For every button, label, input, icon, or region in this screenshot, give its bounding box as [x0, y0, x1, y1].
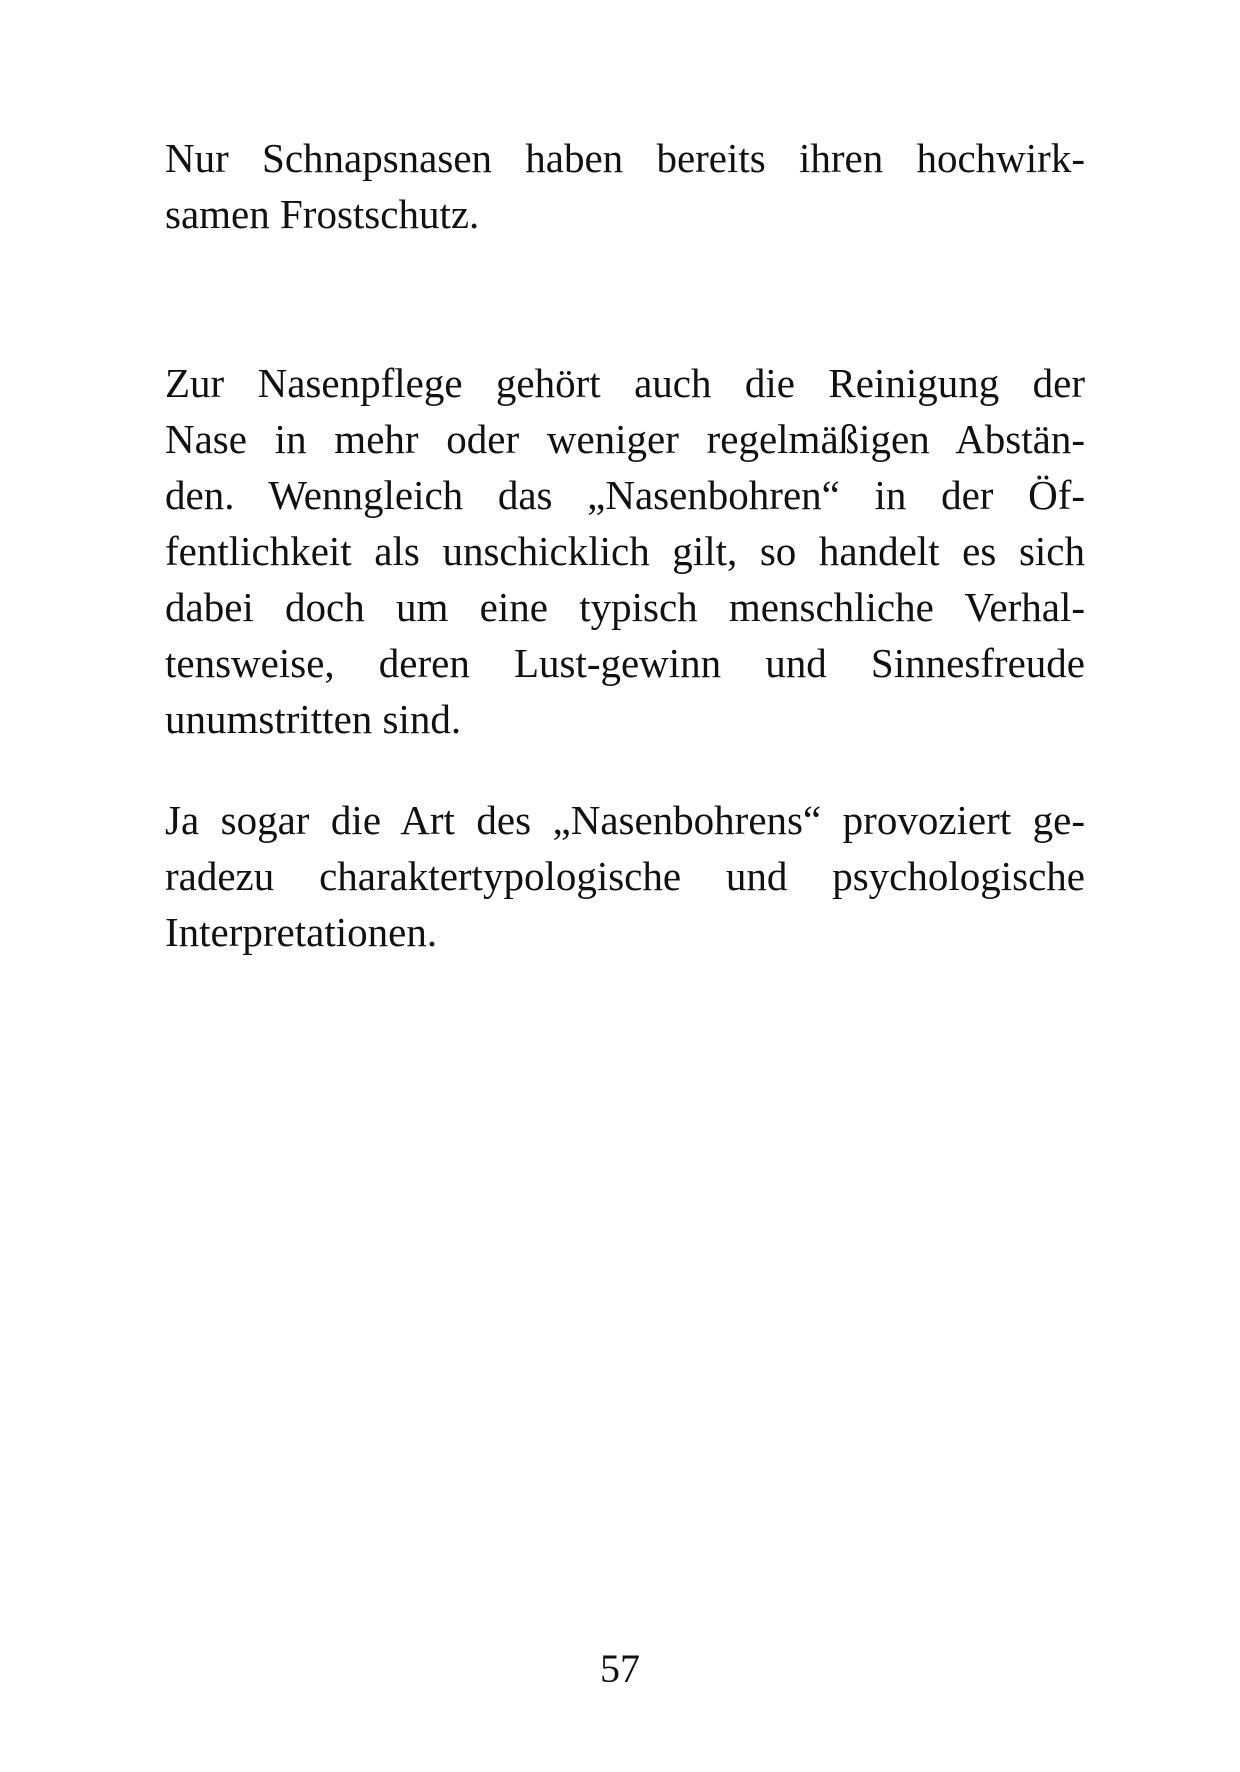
- paragraph-line: radezu charaktertypologische und psychologische: [165, 853, 1085, 899]
- paragraph-line: den. Wenngleich das „Nasenbohren“ in der Öf-: [165, 472, 1085, 518]
- paragraph-line: dabei doch um eine typisch menschliche Verhal-: [165, 584, 1085, 630]
- page-number: 57: [600, 1646, 640, 1691]
- paragraph-line: Zur Nasenpflege gehört auch die Reinigung der: [165, 360, 1085, 406]
- paragraph-line: Interpretationen.: [165, 909, 438, 955]
- paragraph-line: Nur Schnapsnasen haben bereits ihren hochwirk-: [165, 135, 1085, 181]
- paragraph-1: [165, 130, 1085, 242]
- paragraph-3: [165, 792, 1085, 960]
- paragraph-line: tensweise, deren Lust-gewinn und Sinnesfreude: [165, 640, 1085, 686]
- paragraph-line: unumstritten sind.: [165, 696, 462, 742]
- paragraph-line: fentlichkeit als unschicklich gilt, so handelt es sich: [165, 528, 1085, 574]
- paragraph-2: [165, 355, 1085, 747]
- paragraph-line: Nase in mehr oder weniger regelmäßigen Abstän-: [165, 416, 1085, 462]
- paragraph-line: samen Frostschutz.: [165, 191, 480, 237]
- paragraph-line: Ja sogar die Art des „Nasenbohrens“ provoziert ge-: [165, 797, 1085, 843]
